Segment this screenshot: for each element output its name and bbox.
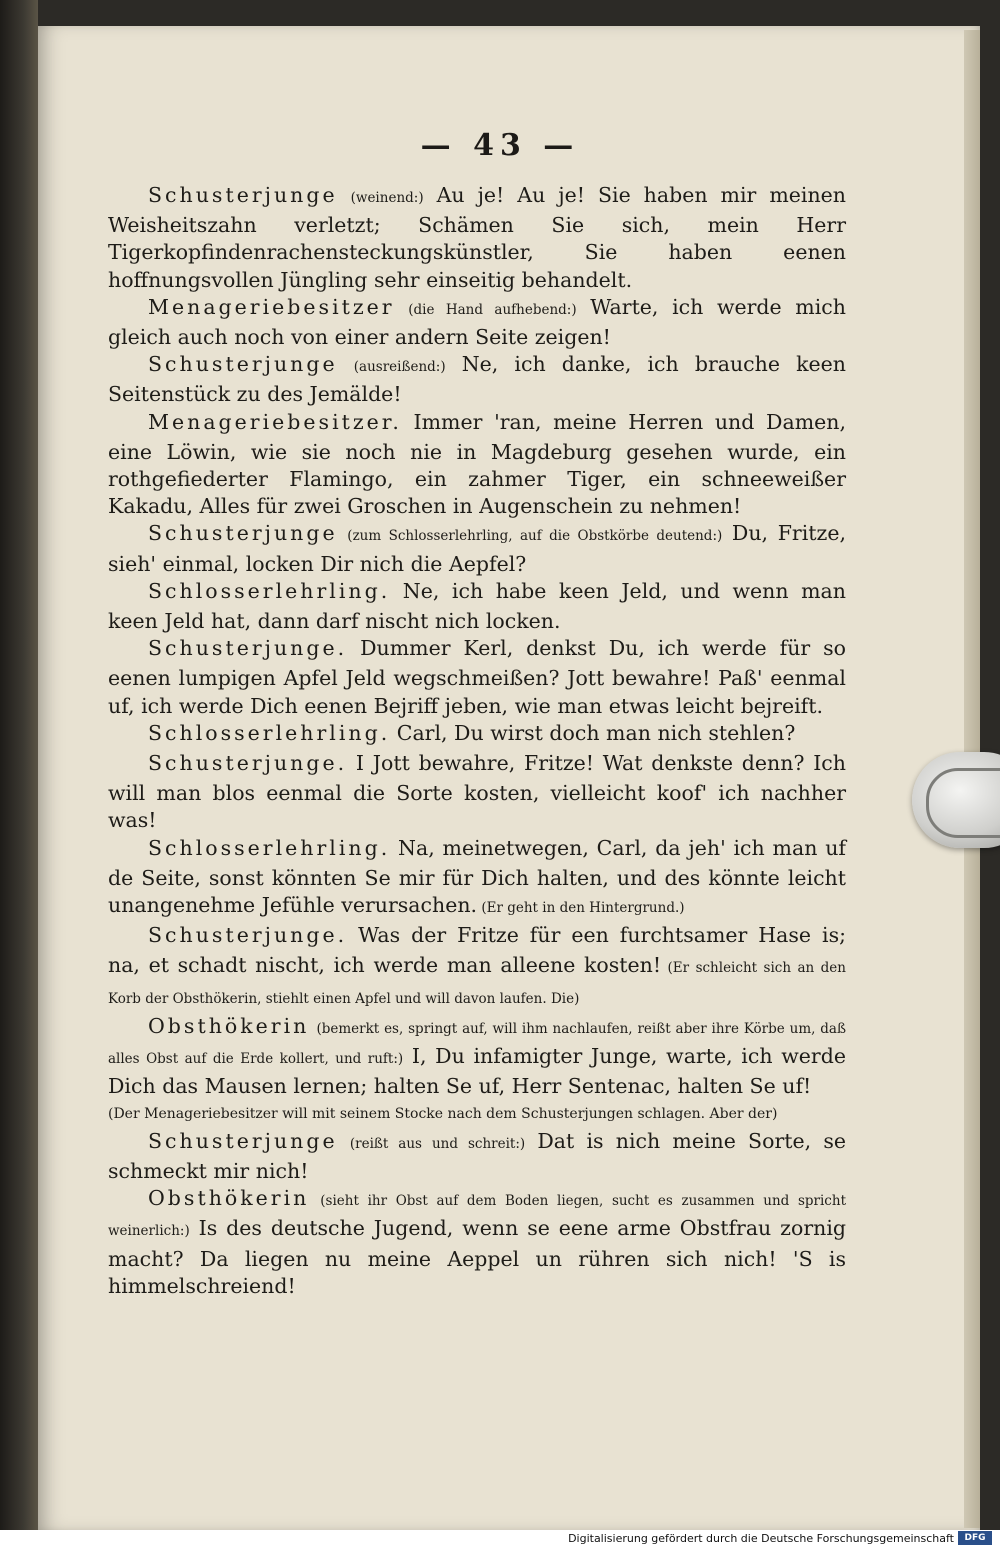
- book-spine-shadow: [0, 0, 38, 1530]
- speaker-name: Schusterjunge.: [148, 751, 348, 776]
- speech-7: [108, 635, 846, 720]
- speaker-name: Schusterjunge: [148, 1128, 338, 1153]
- stage-direction: (zum Schlosserlehrling, auf die Obstkörbe deutend:): [347, 528, 723, 545]
- speech-6: [108, 578, 846, 635]
- speech-text: Is des deutsche Jugend, wenn se eene arme Obstfrau zornig macht? Da liegen nu meine Aeppel un rühren sich nich! 'S is himmelschreiend!: [108, 1216, 846, 1298]
- speaker-name: Schlosserlehrling.: [148, 720, 391, 745]
- speech-text: Carl, Du wirst doch man nich stehlen?: [390, 720, 796, 745]
- speaker-name: Schlosserlehrling.: [148, 578, 391, 603]
- stage-direction: (die Hand aufhebend:): [408, 301, 577, 318]
- speech-text: Ne, ich habe keen Jeld, und wenn man keen Jeld hat, dann darf nischt nich locken.: [108, 578, 846, 634]
- speech-text: Warte, ich werde mich gleich auch noch von einer andern Seite zeigen!: [108, 294, 846, 350]
- speech-text: Was der Fritze für een furchtsamer Hase is; na, et schadt nischt, ich werde man alleene kosten!: [108, 923, 846, 978]
- speech-3: [108, 351, 846, 408]
- speech-text: Na, meinetwegen, Carl, da jeh' ich man uf de Seite, sonst könnten Se mir für Dich halten, und des könnte leicht unangenehme Jefühle verursachen.: [108, 835, 846, 918]
- speech-text: Au je! Au je! Sie haben mir meinen Weisheitszahn verletzt; Schämen Sie sich, mein Herr Tigerkopfindenrachensteckungskünstler, Sie haben eenen hoffnungsvollen Jüngling sehr einseitig behandelt.: [108, 183, 846, 292]
- speech-4: [108, 409, 846, 521]
- speech-text: I, Du infamigter Junge, warte, ich werde Dich das Mausen lernen; halten Se uf, Herr Sentenac, halten Se uf!: [108, 1044, 846, 1099]
- play-text: [108, 182, 846, 1300]
- speech-10: [108, 835, 846, 923]
- speech-text: Dat is nich meine Sorte, se schmeckt mir nich!: [108, 1128, 846, 1183]
- speech-text: Dummer Kerl, denkst Du, ich werde für so eenen lumpigen Apfel Jeld wegschmeißen? Jott bewahre! Paß' eenmal uf, ich werde Dich eenen Bejriff jeben, wie man etwas leicht bejreift.: [108, 636, 846, 718]
- speech-8: [108, 720, 846, 750]
- page-clip-loop: [926, 768, 1000, 838]
- speech-text: Du, Fritze, sieh' einmal, locken Dir nich die Aepfel?: [108, 521, 846, 576]
- stage-direction: (sieht ihr Obst auf dem Boden liegen, sucht es zusammen und spricht weinerlich:): [108, 1193, 846, 1240]
- stage-direction-line: [108, 1101, 846, 1128]
- speech-1: [108, 182, 846, 294]
- stage-direction: (weinend:): [350, 190, 424, 206]
- speaker-name: Obsthökerin: [148, 1186, 310, 1211]
- speech-9: [108, 750, 846, 835]
- speaker-name: Schusterjunge: [148, 352, 338, 377]
- speech-11: [108, 922, 846, 1013]
- speech-text: I Jott bewahre, Fritze! Wat denkste denn? Ich will man blos eenmal die Sorte kosten, vielleicht koof' ich nachher was!: [108, 751, 846, 833]
- speaker-name: Schusterjunge.: [148, 636, 348, 661]
- page-number: — 43 —: [420, 128, 580, 163]
- stage-direction: (ausreißend:): [353, 359, 446, 376]
- speech-14: [108, 1185, 846, 1300]
- stage-direction: (reißt aus und schreit:): [349, 1135, 526, 1152]
- speaker-name: Schusterjunge.: [148, 923, 348, 948]
- speaker-name: Schusterjunge: [148, 521, 338, 546]
- speech-13: [108, 1128, 846, 1185]
- speech-5: [108, 520, 846, 577]
- speaker-name: Menageriebesitzer.: [148, 409, 402, 434]
- stage-direction-trailing: (Er geht in den Hintergrund.): [477, 900, 685, 917]
- speaker-name: Menageriebesitzer: [148, 294, 395, 319]
- dfg-logo: DFG: [958, 1531, 992, 1545]
- footer-credit: Digitalisierung gefördert durch die Deutsche Forschungsgemeinschaft: [568, 1532, 954, 1545]
- speech-text: Ne, ich danke, ich brauche keen Seitenstück zu des Jemälde!: [108, 352, 846, 407]
- speech-text: Immer 'ran, meine Herren und Damen, eine Löwin, wie sie noch nie in Magdeburg gesehen wurde, ein rothgefiederter Flamingo, ein zahmer Tiger, ein schneeweißer Kakadu, Alles für zwei Groschen in Augenschein zu nehmen!: [108, 409, 846, 519]
- stage-direction-trailing: (Er schleicht sich an den Korb der Obsthökerin, stiehlt einen Apfel und will davon laufen. Die): [108, 960, 846, 1007]
- speaker-name: Schusterjunge: [148, 183, 338, 207]
- speech-2: [108, 294, 846, 351]
- speaker-name: Obsthökerin: [148, 1013, 310, 1038]
- speaker-name: Schlosserlehrling.: [148, 835, 391, 860]
- stage-direction: (Der Menageriebesitzer will mit seinem Stocke nach dem Schusterjungen schlagen. Aber der): [108, 1105, 778, 1122]
- speech-12: [108, 1013, 846, 1101]
- stage-direction: (bemerkt es, springt auf, will ihm nachlaufen, reißt aber ihre Körbe um, daß alles Obst auf die Erde kollert, und ruft:): [108, 1020, 846, 1068]
